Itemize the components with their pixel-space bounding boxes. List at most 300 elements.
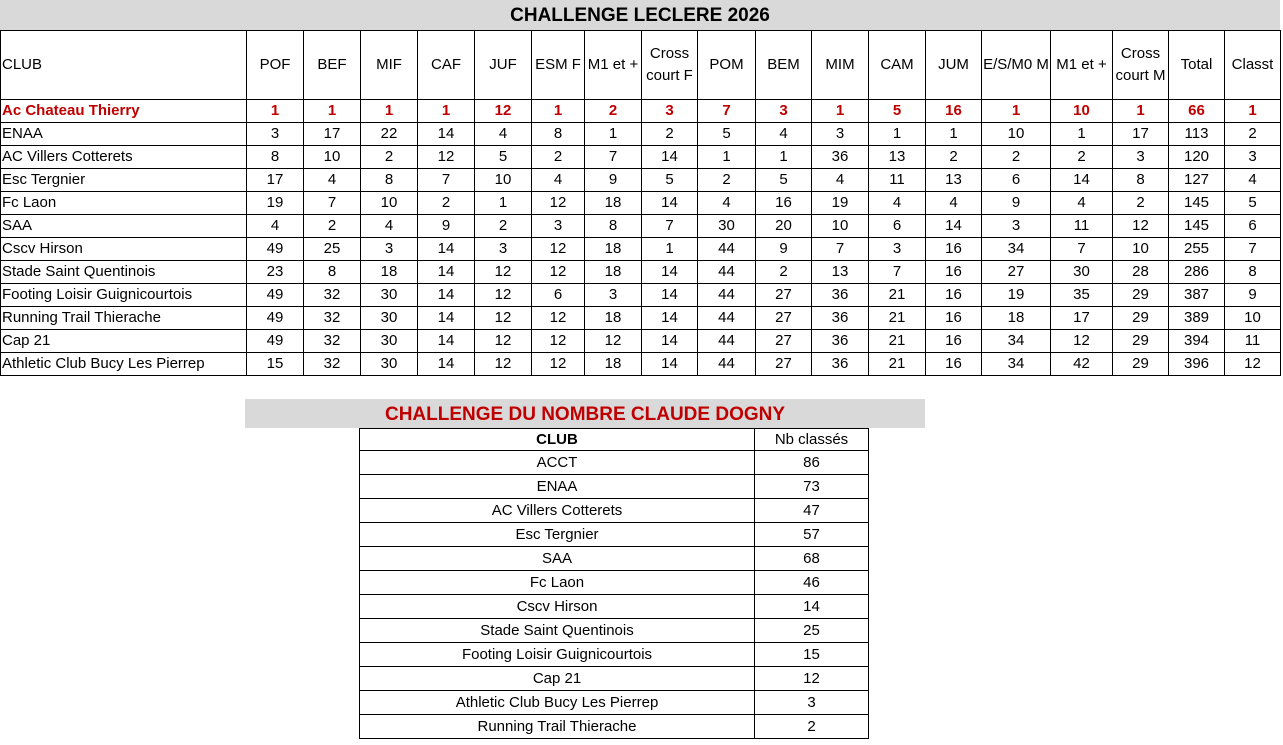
score-cell: 29 [1113,330,1169,353]
table-row [360,451,869,475]
club-name-cell: Athletic Club Bucy Les Pierrep [1,353,247,376]
score-cell: 11 [869,169,926,192]
score-cell: 2 [361,146,418,169]
table-row [1,215,1281,238]
score-cell: 19 [982,284,1051,307]
score-cell: 5 [698,123,756,146]
score-cell: 3 [361,238,418,261]
score-cell: 1 [585,123,642,146]
score-cell: 27 [756,330,812,353]
column-header: Cross court F [642,31,698,100]
score-cell: 9 [418,215,475,238]
score-cell: 5 [642,169,698,192]
score-cell: 32 [304,307,361,330]
score-cell: 7 [812,238,869,261]
club-name-cell: AC Villers Cotterets [360,499,755,523]
score-cell: 1 [982,100,1051,123]
score-cell: 1 [926,123,982,146]
column-header: M1 et + [1051,31,1113,100]
table-row [1,284,1281,307]
score-cell: 2 [475,215,532,238]
club-name-cell: SAA [1,215,247,238]
table-row [360,547,869,571]
club-name-cell: Fc Laon [1,192,247,215]
table-row [360,595,869,619]
score-cell: 7 [418,169,475,192]
column-header: BEF [304,31,361,100]
score-cell: 8 [532,123,585,146]
score-cell: 3 [532,215,585,238]
club-name-cell: Athletic Club Bucy Les Pierrep [360,691,755,715]
score-cell: 49 [247,330,304,353]
score-cell: 44 [698,353,756,376]
score-cell: 1 [304,100,361,123]
score-cell: 10 [812,215,869,238]
column-header: MIF [361,31,418,100]
score-cell: 2 [642,123,698,146]
score-cell: 9 [756,238,812,261]
score-cell: 12 [475,100,532,123]
score-cell: 29 [1113,307,1169,330]
score-cell: 16 [926,238,982,261]
score-cell: 1 [418,100,475,123]
table-row [1,123,1281,146]
score-cell: 1 [1051,123,1113,146]
score-cell: 30 [1051,261,1113,284]
column-header: JUF [475,31,532,100]
score-cell: 9 [1225,284,1281,307]
score-cell: 12 [475,261,532,284]
count-cell: 73 [755,475,869,499]
column-header: M1 et + [585,31,642,100]
score-cell: 3 [1225,146,1281,169]
count-cell: 47 [755,499,869,523]
table-row [1,353,1281,376]
score-cell: 7 [1225,238,1281,261]
score-cell: 12 [532,238,585,261]
score-cell: 7 [1051,238,1113,261]
challenge-dogny-table [359,428,869,739]
score-cell: 7 [698,100,756,123]
score-cell: 14 [642,146,698,169]
column-header: Classt [1225,31,1281,100]
club-name-cell: Cap 21 [1,330,247,353]
score-cell: 36 [812,307,869,330]
score-cell: 9 [982,192,1051,215]
score-cell: 14 [642,192,698,215]
score-cell: 11 [1051,215,1113,238]
count-cell: 57 [755,523,869,547]
score-cell: 19 [247,192,304,215]
score-cell: 13 [812,261,869,284]
score-cell: 4 [869,192,926,215]
score-cell: 3 [982,215,1051,238]
score-cell: 7 [585,146,642,169]
header-row [360,429,869,451]
score-cell: 4 [812,169,869,192]
score-cell: 14 [642,307,698,330]
score-cell: 17 [1051,307,1113,330]
column-header: CAM [869,31,926,100]
score-cell: 6 [982,169,1051,192]
score-cell: 10 [1051,100,1113,123]
column-header: E/S/M0 M [982,31,1051,100]
club-name-cell: Footing Loisir Guignicourtois [360,643,755,667]
score-cell: 10 [475,169,532,192]
score-cell: 18 [585,238,642,261]
score-cell: 145 [1169,215,1225,238]
column-header: Cross court M [1113,31,1169,100]
club-name-cell: Esc Tergnier [360,523,755,547]
score-cell: 396 [1169,353,1225,376]
score-cell: 2 [1113,192,1169,215]
column-header: Total [1169,31,1225,100]
score-cell: 16 [926,100,982,123]
score-cell: 286 [1169,261,1225,284]
score-cell: 2 [982,146,1051,169]
score-cell: 14 [418,307,475,330]
score-cell: 14 [926,215,982,238]
score-cell: 4 [304,169,361,192]
score-cell: 1 [756,146,812,169]
score-cell: 12 [475,284,532,307]
table-row [360,475,869,499]
score-cell: 27 [756,353,812,376]
score-cell: 12 [585,330,642,353]
score-cell: 14 [642,284,698,307]
club-name-cell: Ac Chateau Thierry [1,100,247,123]
table-row [360,619,869,643]
club-name-cell: Cscv Hirson [1,238,247,261]
score-cell: 4 [756,123,812,146]
score-cell: 15 [247,353,304,376]
column-header-nb-classes: Nb classés [755,429,869,451]
table-row [360,691,869,715]
score-cell: 8 [1113,169,1169,192]
count-cell: 14 [755,595,869,619]
score-cell: 14 [1051,169,1113,192]
score-cell: 2 [926,146,982,169]
score-cell: 3 [247,123,304,146]
table-row [360,643,869,667]
table-row [360,571,869,595]
score-cell: 12 [532,307,585,330]
score-cell: 2 [304,215,361,238]
score-cell: 4 [1051,192,1113,215]
score-cell: 4 [361,215,418,238]
score-cell: 17 [1113,123,1169,146]
count-cell: 3 [755,691,869,715]
score-cell: 10 [1113,238,1169,261]
score-cell: 5 [756,169,812,192]
score-cell: 1 [642,238,698,261]
score-cell: 12 [1225,353,1281,376]
club-name-cell: Cscv Hirson [360,595,755,619]
score-cell: 8 [1225,261,1281,284]
score-cell: 12 [475,330,532,353]
score-cell: 7 [869,261,926,284]
score-cell: 30 [361,353,418,376]
score-cell: 35 [1051,284,1113,307]
score-cell: 3 [475,238,532,261]
score-cell: 13 [926,169,982,192]
score-cell: 14 [418,353,475,376]
table-row [1,261,1281,284]
score-cell: 4 [1225,169,1281,192]
score-cell: 23 [247,261,304,284]
score-cell: 28 [1113,261,1169,284]
score-cell: 66 [1169,100,1225,123]
score-cell: 44 [698,261,756,284]
score-cell: 1 [698,146,756,169]
score-cell: 3 [1113,146,1169,169]
score-cell: 3 [812,123,869,146]
count-cell: 25 [755,619,869,643]
score-cell: 30 [698,215,756,238]
score-cell: 4 [475,123,532,146]
score-cell: 17 [247,169,304,192]
score-cell: 387 [1169,284,1225,307]
score-cell: 2 [1225,123,1281,146]
score-cell: 10 [361,192,418,215]
club-name-cell: SAA [360,547,755,571]
club-name-cell: Running Trail Thierache [1,307,247,330]
club-name-cell: ENAA [1,123,247,146]
score-cell: 16 [926,307,982,330]
score-cell: 8 [304,261,361,284]
score-cell: 4 [532,169,585,192]
score-cell: 14 [418,330,475,353]
score-cell: 1 [1113,100,1169,123]
score-cell: 16 [926,330,982,353]
table-row [360,667,869,691]
score-cell: 22 [361,123,418,146]
score-cell: 16 [926,284,982,307]
score-cell: 17 [304,123,361,146]
score-cell: 2 [756,261,812,284]
score-cell: 49 [247,284,304,307]
club-name-cell: ACCT [360,451,755,475]
score-cell: 16 [926,353,982,376]
score-cell: 18 [585,261,642,284]
score-cell: 30 [361,307,418,330]
score-cell: 14 [642,261,698,284]
header-row [1,31,1281,100]
score-cell: 4 [698,192,756,215]
count-cell: 86 [755,451,869,475]
score-cell: 21 [869,284,926,307]
score-cell: 34 [982,330,1051,353]
challenge-leclere-title: CHALLENGE LECLERE 2026 [0,0,1280,30]
score-cell: 6 [1225,215,1281,238]
score-cell: 20 [756,215,812,238]
score-cell: 14 [418,123,475,146]
score-cell: 11 [1225,330,1281,353]
score-cell: 12 [532,330,585,353]
score-cell: 1 [532,100,585,123]
score-cell: 1 [361,100,418,123]
table-row [1,307,1281,330]
score-cell: 1 [812,100,869,123]
score-cell: 12 [532,192,585,215]
club-name-cell: AC Villers Cotterets [1,146,247,169]
column-header: JUM [926,31,982,100]
table-row [1,146,1281,169]
score-cell: 14 [642,353,698,376]
score-cell: 18 [585,307,642,330]
score-cell: 3 [642,100,698,123]
score-cell: 44 [698,330,756,353]
column-header: POF [247,31,304,100]
score-cell: 21 [869,330,926,353]
table-row [1,192,1281,215]
challenge-leclere-table [0,30,1281,376]
score-cell: 34 [982,353,1051,376]
score-cell: 42 [1051,353,1113,376]
score-cell: 14 [418,238,475,261]
score-cell: 36 [812,353,869,376]
score-cell: 18 [585,353,642,376]
score-cell: 3 [869,238,926,261]
score-cell: 18 [982,307,1051,330]
score-cell: 16 [756,192,812,215]
score-cell: 12 [475,353,532,376]
score-cell: 1 [247,100,304,123]
table-row [1,169,1281,192]
challenge-dogny-title: CHALLENGE DU NOMBRE CLAUDE DOGNY [245,399,925,428]
score-cell: 8 [585,215,642,238]
score-cell: 32 [304,353,361,376]
score-cell: 2 [418,192,475,215]
count-cell: 2 [755,715,869,739]
score-cell: 27 [982,261,1051,284]
score-cell: 8 [247,146,304,169]
club-name-cell: Footing Loisir Guignicourtois [1,284,247,307]
table-row [1,100,1281,123]
column-header: ESM F [532,31,585,100]
score-cell: 32 [304,330,361,353]
club-name-cell: Cap 21 [360,667,755,691]
score-cell: 12 [532,261,585,284]
club-name-cell: Running Trail Thierache [360,715,755,739]
score-cell: 14 [642,330,698,353]
score-cell: 16 [926,261,982,284]
score-cell: 36 [812,330,869,353]
count-cell: 68 [755,547,869,571]
score-cell: 2 [585,100,642,123]
score-cell: 127 [1169,169,1225,192]
score-cell: 5 [1225,192,1281,215]
score-cell: 6 [532,284,585,307]
column-header: MIM [812,31,869,100]
score-cell: 2 [1051,146,1113,169]
table-row [360,523,869,547]
score-cell: 4 [926,192,982,215]
score-cell: 27 [756,307,812,330]
score-cell: 25 [304,238,361,261]
score-cell: 49 [247,238,304,261]
column-header: BEM [756,31,812,100]
score-cell: 12 [532,353,585,376]
score-cell: 30 [361,284,418,307]
table-row [360,499,869,523]
score-cell: 44 [698,284,756,307]
score-cell: 12 [1051,330,1113,353]
score-cell: 34 [982,238,1051,261]
score-cell: 8 [361,169,418,192]
score-cell: 29 [1113,353,1169,376]
column-header-club: CLUB [360,429,755,451]
score-cell: 18 [585,192,642,215]
score-cell: 14 [418,261,475,284]
score-cell: 49 [247,307,304,330]
score-cell: 27 [756,284,812,307]
club-name-cell: Stade Saint Quentinois [360,619,755,643]
score-cell: 3 [585,284,642,307]
column-header: POM [698,31,756,100]
score-cell: 21 [869,353,926,376]
club-name-cell: Esc Tergnier [1,169,247,192]
column-header: CAF [418,31,475,100]
score-cell: 36 [812,284,869,307]
club-name-cell: Stade Saint Quentinois [1,261,247,284]
score-cell: 10 [304,146,361,169]
score-cell: 5 [869,100,926,123]
score-cell: 44 [698,238,756,261]
score-cell: 2 [698,169,756,192]
score-cell: 12 [475,307,532,330]
score-cell: 21 [869,307,926,330]
score-cell: 5 [475,146,532,169]
score-cell: 1 [869,123,926,146]
score-cell: 7 [642,215,698,238]
score-cell: 12 [1113,215,1169,238]
club-name-cell: ENAA [360,475,755,499]
score-cell: 30 [361,330,418,353]
score-cell: 1 [475,192,532,215]
score-cell: 13 [869,146,926,169]
column-header-club: CLUB [1,31,247,100]
score-cell: 6 [869,215,926,238]
score-cell: 145 [1169,192,1225,215]
score-cell: 36 [812,146,869,169]
score-cell: 29 [1113,284,1169,307]
score-cell: 18 [361,261,418,284]
score-cell: 32 [304,284,361,307]
count-cell: 15 [755,643,869,667]
score-cell: 19 [812,192,869,215]
score-cell: 255 [1169,238,1225,261]
table-row [360,715,869,739]
score-cell: 9 [585,169,642,192]
table-row [1,330,1281,353]
score-cell: 10 [982,123,1051,146]
score-cell: 10 [1225,307,1281,330]
score-cell: 3 [756,100,812,123]
table-row [1,238,1281,261]
score-cell: 120 [1169,146,1225,169]
score-cell: 2 [532,146,585,169]
score-cell: 14 [418,284,475,307]
count-cell: 46 [755,571,869,595]
score-cell: 7 [304,192,361,215]
club-name-cell: Fc Laon [360,571,755,595]
score-cell: 389 [1169,307,1225,330]
score-cell: 1 [1225,100,1281,123]
count-cell: 12 [755,667,869,691]
score-cell: 113 [1169,123,1225,146]
score-cell: 394 [1169,330,1225,353]
